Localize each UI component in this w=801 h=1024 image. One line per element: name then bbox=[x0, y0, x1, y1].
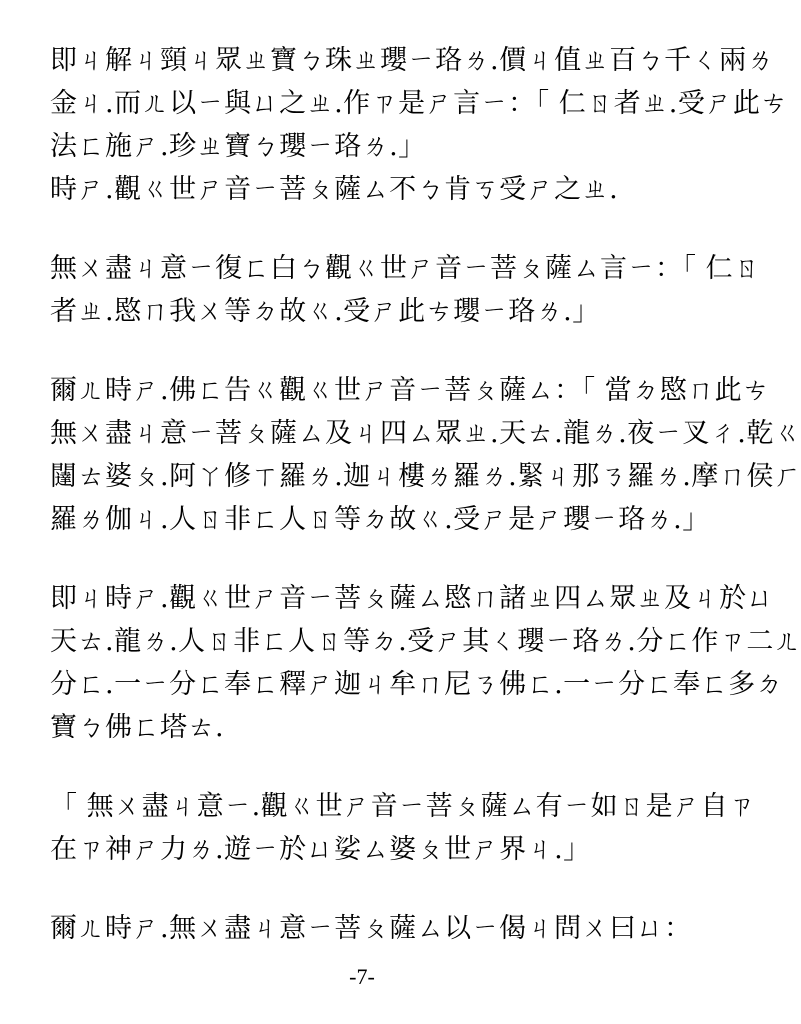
text-line: 即ㄐ時ㄕ.觀ㄍ世ㄕ音ㄧ菩ㄆ薩ㄙ愍ㄇ諸ㄓ四ㄙ眾ㄓ及ㄐ於ㄩ bbox=[50, 583, 775, 614]
text-line: 在ㄗ神ㄕ力ㄌ.遊ㄧ於ㄩ娑ㄙ婆ㄆ世ㄕ界ㄐ.」 bbox=[50, 834, 591, 865]
text-line: 天ㄊ.龍ㄌ.人ㄖ非ㄈ人ㄖ等ㄉ.受ㄕ其ㄑ瓔ㄧ珞ㄌ.分ㄈ作ㄗ二ㄦ bbox=[50, 626, 801, 657]
text-line: 爾ㄦ時ㄕ.無ㄨ盡ㄐ意ㄧ菩ㄆ薩ㄙ以ㄧ偈ㄐ問ㄨ曰ㄩ： bbox=[50, 913, 692, 944]
text-line: 羅ㄌ伽ㄐ.人ㄖ非ㄈ人ㄖ等ㄉ故ㄍ.受ㄕ是ㄕ瓔ㄧ珞ㄌ.」 bbox=[50, 504, 710, 535]
text-line: 無ㄨ盡ㄐ意ㄧ復ㄈ白ㄅ觀ㄍ世ㄕ音ㄧ菩ㄆ薩ㄙ言ㄧ：「 仁ㄖ bbox=[50, 253, 761, 284]
text-line: 寶ㄅ佛ㄈ塔ㄊ. bbox=[50, 712, 225, 743]
text-line: 時ㄕ.觀ㄍ世ㄕ音ㄧ菩ㄆ薩ㄙ不ㄅ肯ㄎ受ㄕ之ㄓ. bbox=[50, 174, 619, 205]
text-line: 即ㄐ解ㄐ頸ㄐ眾ㄓ寶ㄅ珠ㄓ瓔ㄧ珞ㄌ.價ㄐ值ㄓ百ㄅ千ㄑ兩ㄌ bbox=[50, 45, 775, 76]
text-line: 法ㄈ施ㄕ.珍ㄓ寶ㄅ瓔ㄧ珞ㄌ.」 bbox=[50, 131, 426, 162]
text-line: 闥ㄊ婆ㄆ.阿ㄚ修ㄒ羅ㄌ.迦ㄐ樓ㄌ羅ㄌ.緊ㄐ那ㄋ羅ㄌ.摩ㄇ侯ㄏ bbox=[50, 461, 801, 492]
text-line: 無ㄨ盡ㄐ意ㄧ菩ㄆ薩ㄙ及ㄐ四ㄙ眾ㄓ.天ㄊ.龍ㄌ.夜ㄧ叉ㄔ.乾ㄍ bbox=[50, 418, 801, 449]
text-line: 金ㄐ.而ㄦ以ㄧ與ㄩ之ㄓ.作ㄗ是ㄕ言ㄧ：「 仁ㄖ者ㄓ.受ㄕ此ㄘ bbox=[50, 88, 788, 119]
page-number: -7- bbox=[349, 964, 375, 989]
text-line: 者ㄓ.愍ㄇ我ㄨ等ㄉ故ㄍ.受ㄕ此ㄘ瓔ㄧ珞ㄌ.」 bbox=[50, 296, 600, 327]
text-line: 爾ㄦ時ㄕ.佛ㄈ告ㄍ觀ㄍ世ㄕ音ㄧ菩ㄆ薩ㄙ：「 當ㄉ愍ㄇ此ㄘ bbox=[50, 375, 770, 406]
text-line: 分ㄈ.一ㄧ分ㄈ奉ㄈ釋ㄕ迦ㄐ牟ㄇ尼ㄋ佛ㄈ.一ㄧ分ㄈ奉ㄈ多ㄉ bbox=[50, 669, 784, 700]
text-line: 「 無ㄨ盡ㄐ意ㄧ.觀ㄍ世ㄕ音ㄧ菩ㄆ薩ㄙ有ㄧ如ㄖ是ㄕ自ㄗ bbox=[50, 791, 756, 822]
